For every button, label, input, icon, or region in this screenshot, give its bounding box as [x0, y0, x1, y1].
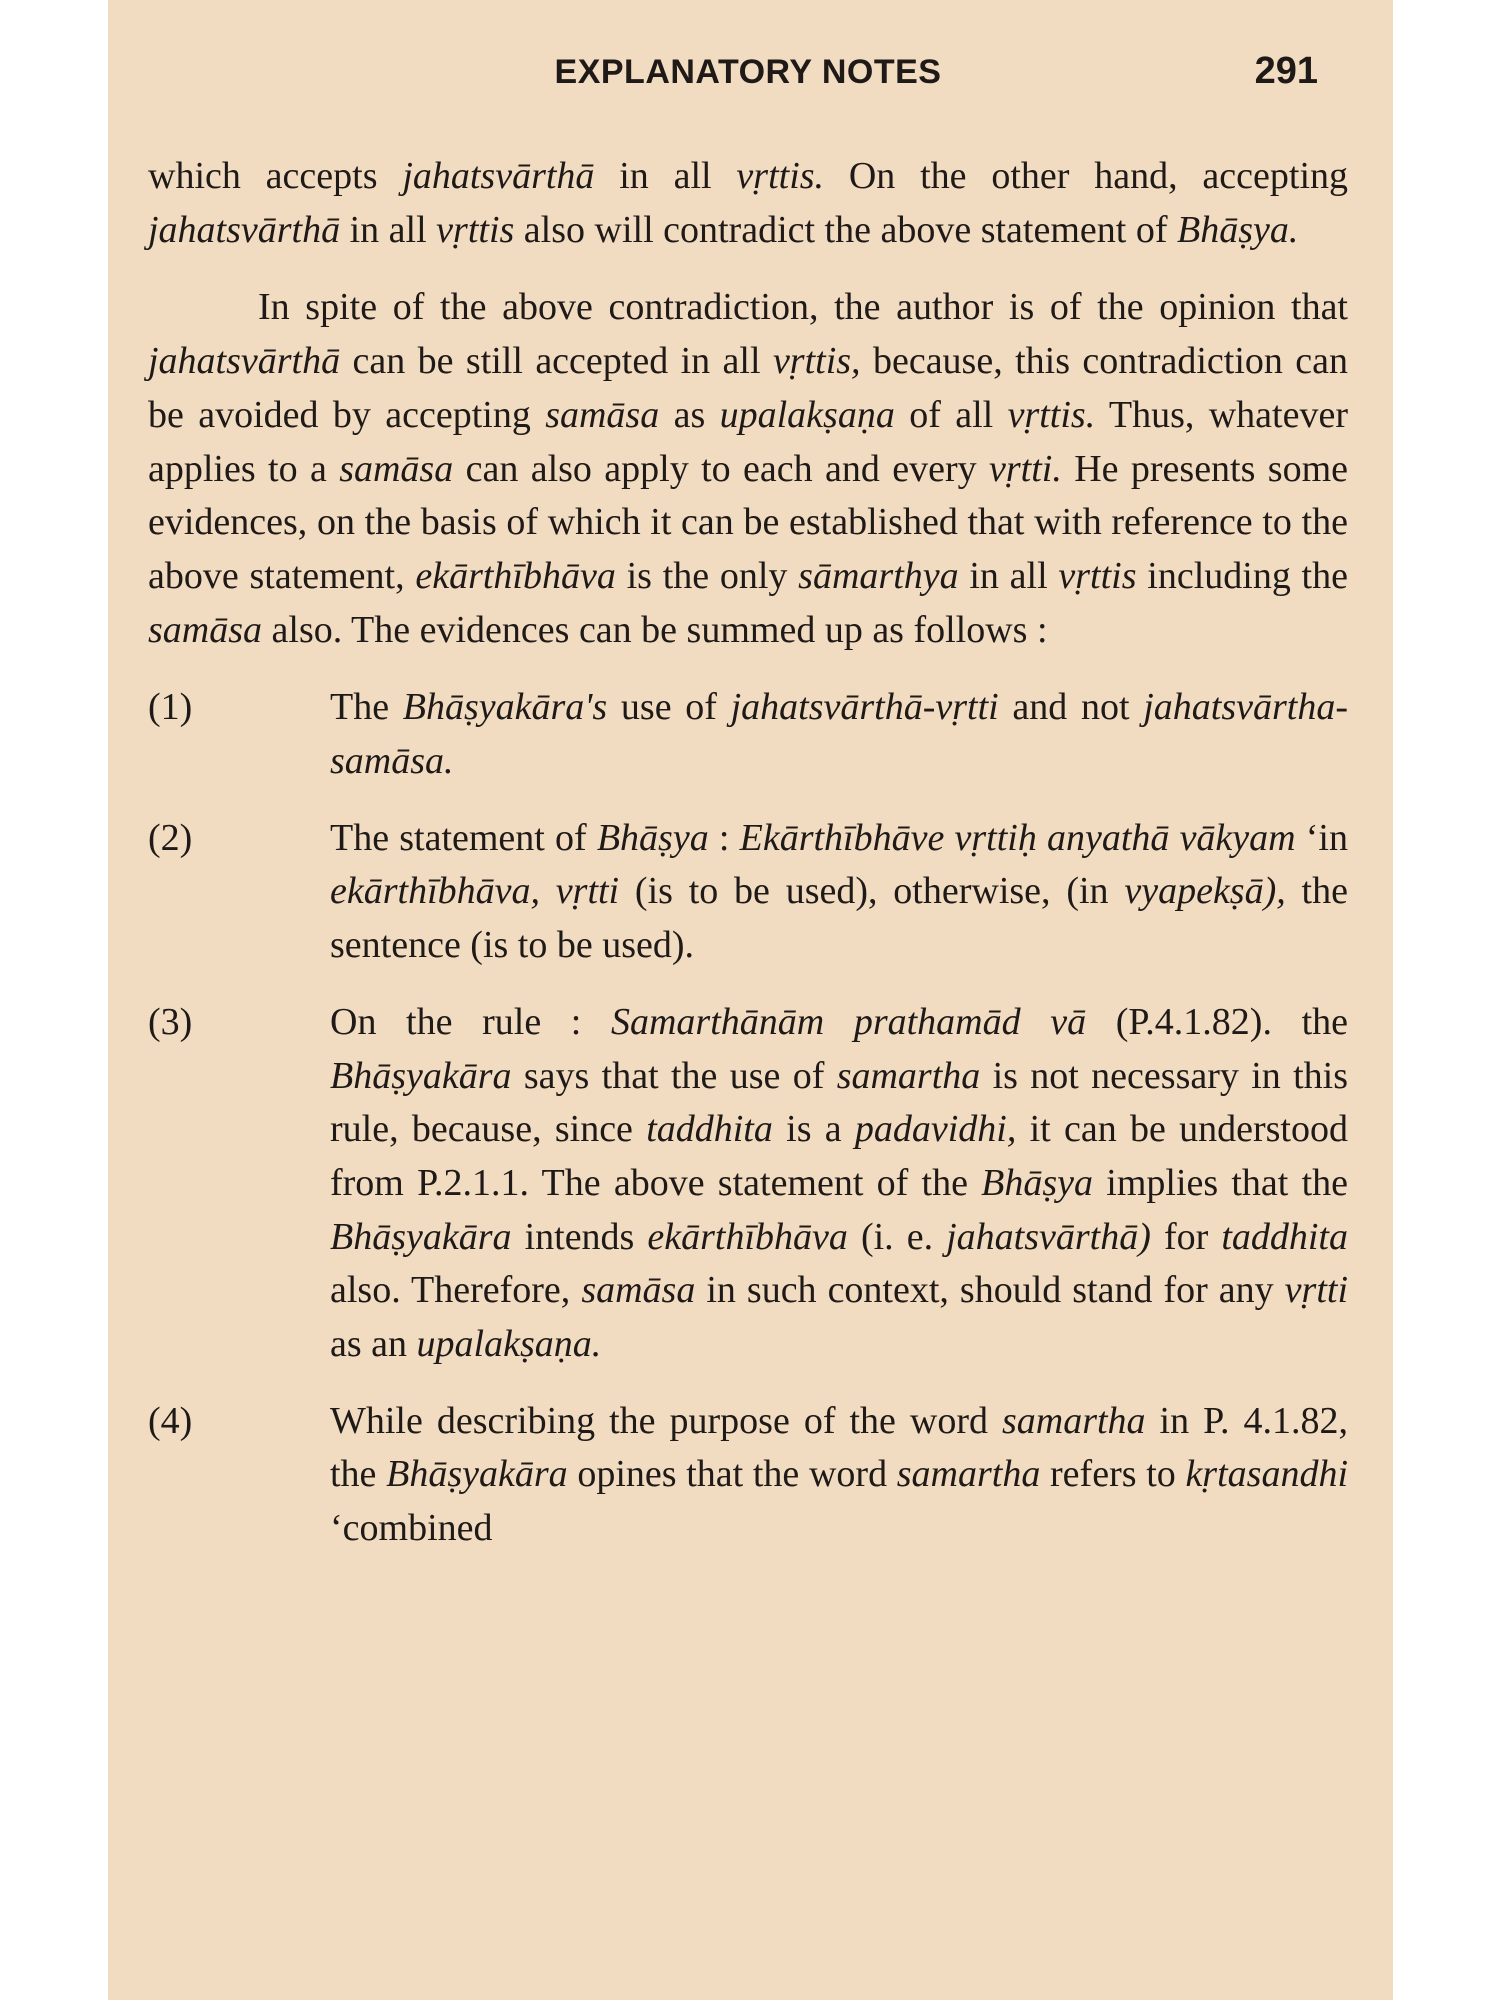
list-item-text: The statement of Bhāṣya : Ekārthībhāve vṛttiḥ anyathā vākyam ‘in ekārthībhāva, vṛtti (is to be used), otherwise, (in vyapekṣā), the sentence (is to be used).: [330, 816, 1348, 967]
paragraph-2: In spite of the above contradiction, the author is of the opinion that jahatsvārthā can be still accepted in all vṛttis, because, this contradiction can be avoided by accepting samāsa as upalakṣaṇa of all vṛttis. Thus, whatever applies to a samāsa can also apply to each and every vṛtti. He presents some evidences, on the basis of which it can be established that with reference to the above statement, ekārthībhāva is the only sāmarthya in all vṛttis including the samāsa also. The evidences can be summed up as follows :: [148, 286, 1349, 651]
list-item-number: (1): [148, 686, 193, 729]
list-item-text: On the rule : Samarthānām prathamād vā (P.4.1.82). the Bhāṣyakāra says that the use of samartha is not necessary in this rule, because, since taddhita is a padavidhi, it can be understood from P.2.1.1. The above statement of the Bhāṣya implies that the Bhāṣyakāra intends ekārthībhāva (i. e. jahatsvārthā) for taddhita also. Therefore, samāsa in such context, should stand for any vṛtti as an upalakṣaṇa.: [330, 1000, 1349, 1366]
list-item: [148, 1395, 1348, 1556]
list-item-number: (3): [148, 1000, 193, 1043]
evidence-list: [148, 681, 1348, 1556]
paragraph-1: which accepts jahatsvārthā in all vṛttis. On the other hand, accepting jahatsvārthā in all vṛttis also will contradict the above statement of Bhāṣya.: [148, 155, 1348, 251]
list-item-number: (2): [148, 816, 193, 859]
list-item: [148, 996, 1348, 1372]
book-page: [108, 0, 1393, 2000]
running-head: EXPLANATORY NOTES: [554, 53, 942, 91]
list-item-text: While describing the purpose of the word samartha in P. 4.1.82, the Bhāṣyakāra opines that the word samartha refers to kṛtasandhi ‘combined: [330, 1399, 1348, 1550]
page-number: 291: [1254, 50, 1318, 92]
list-item-text: The Bhāṣyakāra's use of jahatsvārthā-vṛtti and not jahatsvārtha-samāsa.: [330, 686, 1348, 783]
page-header: [148, 0, 1348, 150]
list-item: [148, 681, 1348, 788]
list-item: [148, 812, 1348, 973]
list-item-number: (4): [148, 1399, 193, 1442]
